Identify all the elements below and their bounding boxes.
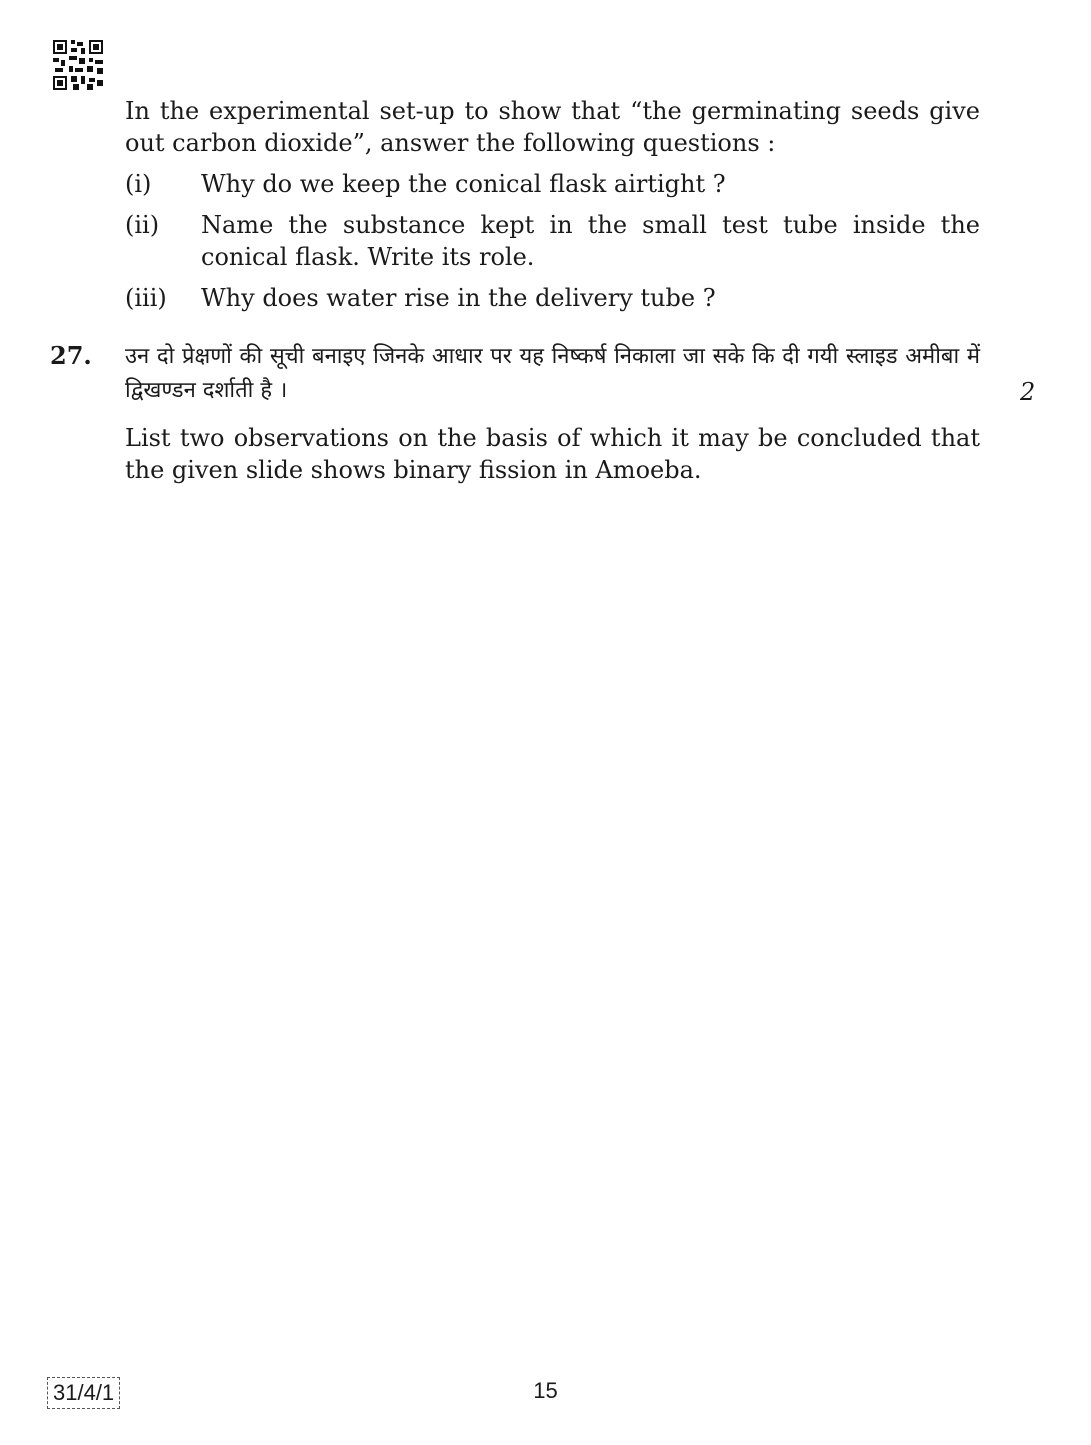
subquestion-text: Why do we keep the conical flask airtight ? (201, 170, 726, 198)
question-marks: 2 (1020, 378, 1036, 406)
paper-code: 31/4/1 (47, 1377, 120, 1409)
question-hindi: उन दो प्रेक्षणों की सूची बनाइए जिनके आधार पर यह निष्कर्ष निकाला जा सके कि दी गयी स्लाइड अमीबा में द्विखण्डन दर्शाती है । (125, 344, 980, 403)
subquestion-text: Why does water rise in the delivery tube ? (201, 284, 716, 312)
subquestion-text: Name the substance kept in the small test tube inside the conical flask. Write its role. (201, 211, 980, 271)
question-english: List two observations on the basis of which it may be concluded that the given slide shows binary fission in Amoeba. (125, 424, 980, 484)
qr-code-icon (53, 40, 103, 90)
subquestion-number: (iii) (125, 284, 167, 312)
subquestion-number: (i) (125, 170, 152, 198)
question-intro: In the experimental set-up to show that “the germinating seeds give out carbon dioxide”, answer the following questions : (125, 97, 980, 157)
page-number: 15 (533, 1378, 558, 1403)
question-number: 27. (50, 341, 92, 370)
subquestion-number: (ii) (125, 211, 160, 239)
